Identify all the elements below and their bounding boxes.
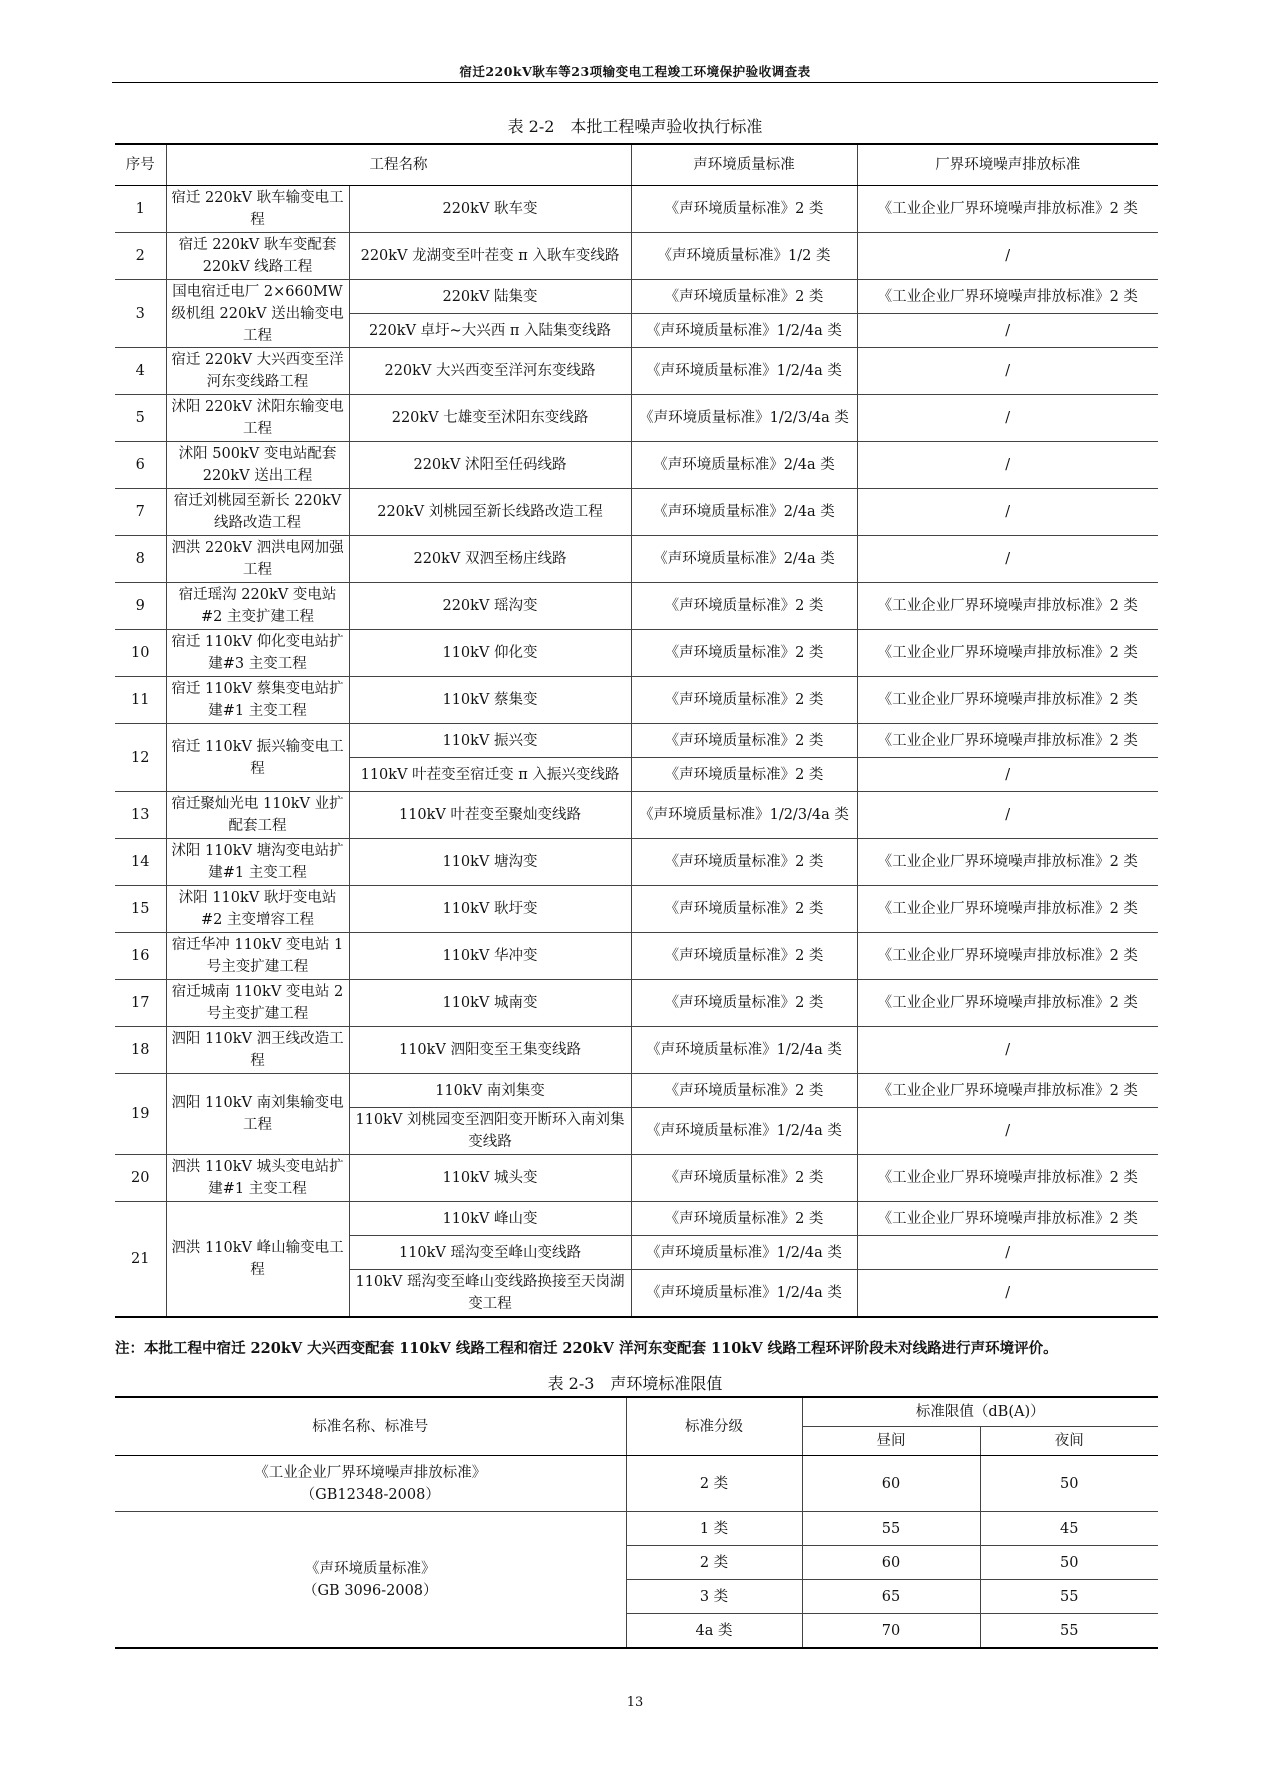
standard-name-cell [115, 1512, 626, 1649]
sub-project-name: 220kV 瑶沟变 [349, 583, 631, 630]
plant-standard: / [857, 1108, 1158, 1155]
header-no: 序号 [115, 144, 166, 186]
project-name: 宿迁 220kV 耿车输变电工程 [166, 186, 349, 233]
project-name: 沭阳 220kV 沭阳东输变电工程 [166, 395, 349, 442]
sub-project-name: 220kV 卓圩~大兴西 π 入陆集变线路 [349, 314, 631, 348]
sub-project-name: 110kV 城南变 [349, 980, 631, 1027]
plant-standard: 《工业企业厂界环境噪声排放标准》2 类 [857, 186, 1158, 233]
table-row [115, 630, 1158, 677]
plant-standard: / [857, 1236, 1158, 1270]
day-limit-cell: 55 [802, 1512, 980, 1546]
table-row [115, 186, 1158, 233]
row-number: 17 [115, 980, 166, 1027]
header-limit: 标准限值（dB(A)） [802, 1397, 1158, 1427]
env-standard: 《声环境质量标准》2 类 [631, 758, 857, 792]
env-standard: 《声环境质量标准》1/2 类 [631, 233, 857, 280]
page-number: 13 [626, 1695, 644, 1710]
standard-name-cell [115, 1456, 626, 1512]
plant-standard: / [857, 758, 1158, 792]
env-standard: 《声环境质量标准》1/2/4a 类 [631, 314, 857, 348]
row-number: 5 [115, 395, 166, 442]
row-number: 18 [115, 1027, 166, 1074]
table-row [115, 489, 1158, 536]
night-limit-cell: 55 [980, 1580, 1158, 1614]
project-name: 泗洪 110kV 城头变电站扩建#1 主变工程 [166, 1155, 349, 1202]
table-row [115, 886, 1158, 933]
sub-project-name: 220kV 双泗至杨庄线路 [349, 536, 631, 583]
env-standard: 《声环境质量标准》2 类 [631, 1074, 857, 1108]
plant-standard: 《工业企业厂界环境噪声排放标准》2 类 [857, 839, 1158, 886]
standard-name: 《声环境质量标准》 [305, 1560, 436, 1577]
env-standard: 《声环境质量标准》1/2/4a 类 [631, 1270, 857, 1318]
row-number: 7 [115, 489, 166, 536]
plant-standard: / [857, 536, 1158, 583]
project-name: 宿迁瑶沟 220kV 变电站 #2 主变扩建工程 [166, 583, 349, 630]
row-number: 9 [115, 583, 166, 630]
sub-project-name: 220kV 七雄变至沭阳东变线路 [349, 395, 631, 442]
table-body [115, 186, 1158, 1318]
plant-standard: 《工业企业厂界环境噪声排放标准》2 类 [857, 1155, 1158, 1202]
grade-cell: 1 类 [626, 1512, 802, 1546]
row-number: 4 [115, 348, 166, 395]
project-name: 沭阳 500kV 变电站配套 220kV 送出工程 [166, 442, 349, 489]
project-name: 泗洪 110kV 峰山输变电工程 [166, 1202, 349, 1318]
day-limit-cell: 70 [802, 1614, 980, 1649]
project-name: 沭阳 110kV 塘沟变电站扩建#1 主变工程 [166, 839, 349, 886]
plant-standard: / [857, 348, 1158, 395]
table-row [115, 1074, 1158, 1108]
plant-standard: / [857, 233, 1158, 280]
env-standard: 《声环境质量标准》1/2/3/4a 类 [631, 395, 857, 442]
standard-name: 《工业企业厂界环境噪声排放标准》 [254, 1464, 487, 1481]
header-standard-name: 标准名称、标准号 [115, 1397, 626, 1456]
row-number: 1 [115, 186, 166, 233]
sub-project-name: 110kV 叶茬变至聚灿变线路 [349, 792, 631, 839]
table-row [115, 395, 1158, 442]
table-row [115, 933, 1158, 980]
table-2-3-caption: 表 2-3 声环境标准限值 [547, 1374, 723, 1393]
env-standard: 《声环境质量标准》2 类 [631, 280, 857, 314]
sub-project-name: 220kV 耿车变 [349, 186, 631, 233]
table-row [115, 536, 1158, 583]
table-row [115, 1027, 1158, 1074]
standard-code: （GB12348-2008） [300, 1486, 440, 1503]
sub-project-name: 110kV 华冲变 [349, 933, 631, 980]
row-number: 6 [115, 442, 166, 489]
night-limit-cell: 50 [980, 1456, 1158, 1512]
noise-standards-table [115, 143, 1158, 1318]
table-2-2-caption: 表 2-2 本批工程噪声验收执行标准 [507, 117, 763, 136]
plant-standard: / [857, 792, 1158, 839]
header-project: 工程名称 [166, 144, 631, 186]
grade-cell: 4a 类 [626, 1614, 802, 1649]
plant-standard: / [857, 314, 1158, 348]
standard-code: （GB 3096-2008） [302, 1582, 438, 1599]
row-number: 20 [115, 1155, 166, 1202]
env-standard: 《声环境质量标准》2 类 [631, 1155, 857, 1202]
table-row [115, 233, 1158, 280]
header-rule [112, 82, 1158, 83]
row-number: 19 [115, 1074, 166, 1155]
night-limit-cell: 45 [980, 1512, 1158, 1546]
table-row [115, 1155, 1158, 1202]
table-row [115, 1202, 1158, 1236]
table-row [115, 792, 1158, 839]
plant-standard: / [857, 489, 1158, 536]
env-standard: 《声环境质量标准》2 类 [631, 933, 857, 980]
env-standard: 《声环境质量标准》2 类 [631, 677, 857, 724]
env-standard: 《声环境质量标准》2 类 [631, 1202, 857, 1236]
grade-cell: 3 类 [626, 1580, 802, 1614]
sub-project-name: 220kV 沭阳至任码线路 [349, 442, 631, 489]
env-standard: 《声环境质量标准》2 类 [631, 630, 857, 677]
sub-project-name: 110kV 叶茬变至宿迁变 π 入振兴变线路 [349, 758, 631, 792]
row-number: 8 [115, 536, 166, 583]
plant-standard: 《工业企业厂界环境噪声排放标准》2 类 [857, 1074, 1158, 1108]
sub-project-name: 220kV 陆集变 [349, 280, 631, 314]
project-name: 泗阳 110kV 南刘集输变电工程 [166, 1074, 349, 1155]
project-name: 宿迁华冲 110kV 变电站 1 号主变扩建工程 [166, 933, 349, 980]
row-number: 21 [115, 1202, 166, 1318]
env-standard: 《声环境质量标准》2 类 [631, 583, 857, 630]
project-name: 宿迁 110kV 蔡集变电站扩建#1 主变工程 [166, 677, 349, 724]
table-row [115, 839, 1158, 886]
plant-standard: 《工业企业厂界环境噪声排放标准》2 类 [857, 886, 1158, 933]
sub-project-name: 220kV 刘桃园至新长线路改造工程 [349, 489, 631, 536]
plant-standard: 《工业企业厂界环境噪声排放标准》2 类 [857, 280, 1158, 314]
project-name: 宿迁 220kV 大兴西变至洋河东变线路工程 [166, 348, 349, 395]
env-standard: 《声环境质量标准》1/2/4a 类 [631, 348, 857, 395]
night-limit-cell: 50 [980, 1546, 1158, 1580]
env-standard: 《声环境质量标准》2/4a 类 [631, 536, 857, 583]
sub-project-name: 110kV 刘桃园变至泗阳变开断环入南刘集变线路 [349, 1108, 631, 1155]
env-standard: 《声环境质量标准》2/4a 类 [631, 442, 857, 489]
sub-project-name: 220kV 龙湖变至叶茬变 π 入耿车变线路 [349, 233, 631, 280]
table-row [115, 677, 1158, 724]
env-standard: 《声环境质量标准》2 类 [631, 839, 857, 886]
table-header-row [115, 144, 1158, 186]
table-row [115, 724, 1158, 758]
plant-standard: 《工业企业厂界环境噪声排放标准》2 类 [857, 583, 1158, 630]
sub-project-name: 110kV 瑶沟变至峰山变线路换接至天岗湖变工程 [349, 1270, 631, 1318]
sub-project-name: 110kV 峰山变 [349, 1202, 631, 1236]
env-standard: 《声环境质量标准》2 类 [631, 186, 857, 233]
header-night: 夜间 [980, 1427, 1158, 1456]
plant-standard: / [857, 395, 1158, 442]
night-limit-cell: 55 [980, 1614, 1158, 1649]
limits-table-body [115, 1456, 1158, 1649]
project-name: 国电宿迁电厂 2×660MW 级机组 220kV 送出输变电工程 [166, 280, 349, 348]
plant-standard: / [857, 442, 1158, 489]
sub-project-name: 110kV 仰化变 [349, 630, 631, 677]
row-number: 14 [115, 839, 166, 886]
row-number: 16 [115, 933, 166, 980]
row-number: 15 [115, 886, 166, 933]
env-standard: 《声环境质量标准》2 类 [631, 886, 857, 933]
header-day: 昼间 [802, 1427, 980, 1456]
sub-project-name: 110kV 城头变 [349, 1155, 631, 1202]
table-note: 注：本批工程中宿迁 220kV 大兴西变配套 110kV 线路工程和宿迁 220kV 洋河东变配套 110kV 线路工程环评阶段未对线路进行声环境评价。 [115, 1340, 1058, 1357]
sub-project-name: 110kV 塘沟变 [349, 839, 631, 886]
header-plant-standard: 厂界环境噪声排放标准 [857, 144, 1158, 186]
table-row [115, 583, 1158, 630]
plant-standard: 《工业企业厂界环境噪声排放标准》2 类 [857, 1202, 1158, 1236]
row-number: 3 [115, 280, 166, 348]
plant-standard: / [857, 1027, 1158, 1074]
day-limit-cell: 60 [802, 1456, 980, 1512]
env-standard: 《声环境质量标准》2/4a 类 [631, 489, 857, 536]
plant-standard: / [857, 1270, 1158, 1318]
table-row [115, 980, 1158, 1027]
project-name: 宿迁聚灿光电 110kV 业扩配套工程 [166, 792, 349, 839]
page-header: 宿迁220kV耿车等23项输变电工程竣工环境保护验收调查表 [459, 64, 811, 79]
project-name: 宿迁 220kV 耿车变配套 220kV 线路工程 [166, 233, 349, 280]
row-number: 2 [115, 233, 166, 280]
plant-standard: 《工业企业厂界环境噪声排放标准》2 类 [857, 724, 1158, 758]
day-limit-cell: 65 [802, 1580, 980, 1614]
env-standard: 《声环境质量标准》1/2/4a 类 [631, 1108, 857, 1155]
plant-standard: 《工业企业厂界环境噪声排放标准》2 类 [857, 980, 1158, 1027]
project-name: 宿迁 110kV 仰化变电站扩建#3 主变工程 [166, 630, 349, 677]
plant-standard: 《工业企业厂界环境噪声排放标准》2 类 [857, 933, 1158, 980]
plant-standard: 《工业企业厂界环境噪声排放标准》2 类 [857, 677, 1158, 724]
row-number: 10 [115, 630, 166, 677]
sub-project-name: 110kV 瑶沟变至峰山变线路 [349, 1236, 631, 1270]
limits-row [115, 1512, 1158, 1546]
project-name: 泗洪 220kV 泗洪电网加强工程 [166, 536, 349, 583]
env-standard: 《声环境质量标准》1/2/3/4a 类 [631, 792, 857, 839]
row-number: 12 [115, 724, 166, 792]
env-standard: 《声环境质量标准》1/2/4a 类 [631, 1027, 857, 1074]
row-number: 13 [115, 792, 166, 839]
env-standard: 《声环境质量标准》1/2/4a 类 [631, 1236, 857, 1270]
grade-cell: 2 类 [626, 1546, 802, 1580]
sub-project-name: 110kV 泗阳变至王集变线路 [349, 1027, 631, 1074]
project-name: 沭阳 110kV 耿圩变电站 #2 主变增容工程 [166, 886, 349, 933]
limits-header-row [115, 1397, 1158, 1427]
header-env-standard: 声环境质量标准 [631, 144, 857, 186]
project-name: 泗阳 110kV 泗王线改造工程 [166, 1027, 349, 1074]
project-name: 宿迁城南 110kV 变电站 2 号主变扩建工程 [166, 980, 349, 1027]
project-name: 宿迁 110kV 振兴输变电工程 [166, 724, 349, 792]
table-row [115, 442, 1158, 489]
sub-project-name: 110kV 南刘集变 [349, 1074, 631, 1108]
plant-standard: 《工业企业厂界环境噪声排放标准》2 类 [857, 630, 1158, 677]
sub-project-name: 110kV 蔡集变 [349, 677, 631, 724]
sub-project-name: 110kV 振兴变 [349, 724, 631, 758]
header-grade: 标准分级 [626, 1397, 802, 1456]
noise-limits-table [115, 1396, 1158, 1649]
table-row [115, 348, 1158, 395]
row-number: 11 [115, 677, 166, 724]
grade-cell: 2 类 [626, 1456, 802, 1512]
limits-row [115, 1456, 1158, 1512]
sub-project-name: 110kV 耿圩变 [349, 886, 631, 933]
sub-project-name: 220kV 大兴西变至洋河东变线路 [349, 348, 631, 395]
env-standard: 《声环境质量标准》2 类 [631, 724, 857, 758]
project-name: 宿迁刘桃园至新长 220kV 线路改造工程 [166, 489, 349, 536]
table-row [115, 280, 1158, 314]
day-limit-cell: 60 [802, 1546, 980, 1580]
env-standard: 《声环境质量标准》2 类 [631, 980, 857, 1027]
